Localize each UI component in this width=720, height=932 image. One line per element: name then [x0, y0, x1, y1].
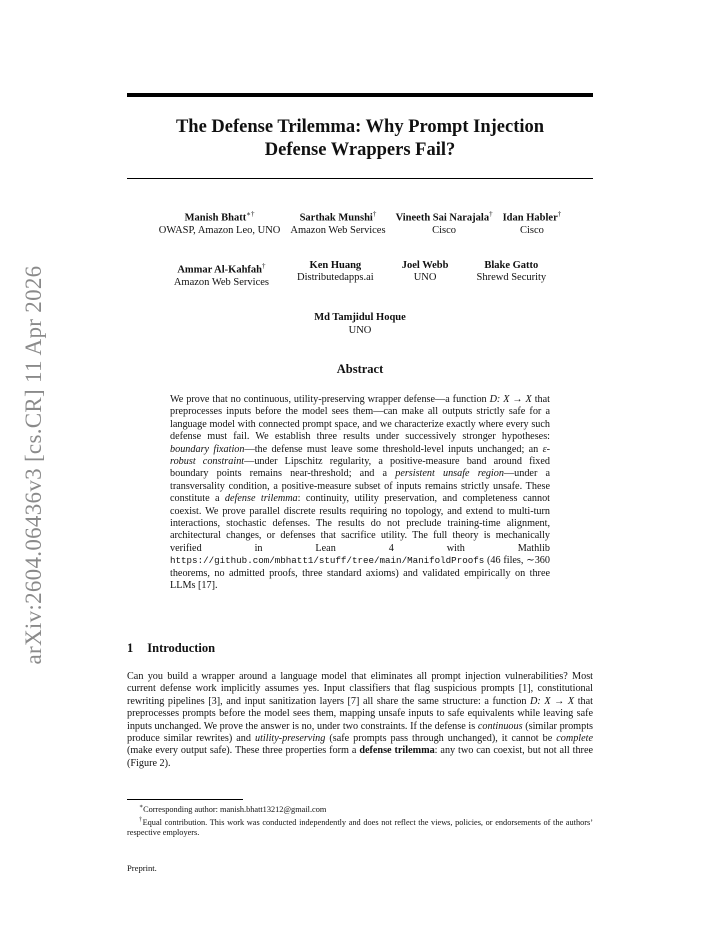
author-name: Ammar Al-Kahfah [177, 264, 262, 275]
author [154, 208, 286, 238]
bold-term: defense trilemma [359, 745, 435, 757]
author-affiliation: UNO [348, 324, 372, 336]
author-row-3 [127, 312, 593, 337]
author-mark: † [372, 210, 377, 218]
author-name: Blake Gatto [484, 259, 539, 271]
math-expression: D: X → X [489, 394, 532, 405]
author-row-2 [127, 260, 593, 290]
section-number: 1 [127, 641, 134, 655]
repository-link[interactable]: https://github.com/mbhatt1/stuff/tree/main/ManifoldProofs [170, 555, 485, 567]
title-top-rule [127, 93, 593, 97]
author-affiliation: UNO [413, 272, 437, 283]
title-bottom-rule [127, 178, 593, 179]
author [388, 260, 463, 290]
footnote-mark: † [139, 816, 143, 823]
author-name: Manish Bhatt [184, 212, 247, 224]
preprint-label: Preprint. [127, 863, 157, 873]
author-affiliation: Amazon Web Services [290, 225, 386, 236]
emphasis: boundary fixation [170, 443, 245, 455]
section-title: Introduction [147, 641, 216, 655]
author-affiliation: Cisco [519, 225, 544, 236]
author-name: Vineeth Sai Narajala [395, 212, 490, 224]
author-affiliation: Shrewd Security [476, 272, 547, 283]
footnote-1: ∗Corresponding author: manish.bhatt13212@gmail.com [139, 804, 327, 814]
author [283, 260, 388, 290]
title-line-2: Defense Wrappers Fail? [264, 140, 456, 160]
author-row-1 [127, 208, 593, 238]
author-name: Joel Webb [401, 259, 449, 271]
author-affiliation: Cisco [432, 225, 457, 236]
author [308, 312, 412, 337]
emphasis: persistent unsafe region [395, 468, 504, 480]
arxiv-identifier-text: arXiv:2604.06436v3 [cs.CR] 11 Apr 2026 [21, 265, 46, 665]
author [391, 208, 498, 238]
author-name: Sarthak Munshi [299, 212, 373, 224]
author-block [127, 208, 593, 337]
emphasis: complete [556, 733, 593, 745]
author-mark: † [262, 261, 266, 270]
footnote-mark: ∗ [139, 804, 144, 810]
section-heading-introduction [127, 641, 215, 656]
author-name: Md Tamjidul Hoque [314, 312, 406, 323]
author [498, 208, 567, 238]
author-affiliation: Distributedapps.ai [297, 272, 374, 283]
author [285, 208, 390, 238]
abstract-text: We prove that no continuous, utility-preserving wrapper defense—a function D: X → X that preprocesses inputs before the model sees them—can make all outputs strictly safe for a language model with connected prompt space, and we characterize exactly where every such defense must fail. We establish three results under successively stronger hypotheses: boundary fixation—the defense must leave some threshold-level inputs unchanged; an ε-robust constraint—under Lipschitz regularity, a positive-measure band around fixed boundary points remains near-threshold; and a persistent unsafe region—under a transversality condition, a positive-measure subset of inputs remains strictly unsafe. These constitute a defense trilemma: continuity, utility preservation, and completeness cannot coexist. We prove parallel discrete results requiring no topology, and extend to multi-turn interactions, stochastic defenses. The results do not preclude training-time alignment, architectural changes, or defenses that sacrifice utility. The full theory is mechanically verified in Lean 4 with Mathlib https://github.com/mbhatt1/stuff/tree/main/ManifoldProofs (46 files, ∼360 theorems, no admitted proofs, three standard axioms) and validated empirically on three LLMs [17]. [170, 394, 551, 592]
title-line-1: The Defense Trilemma: Why Prompt Injection [175, 117, 545, 137]
author-name: Idan Habler [502, 212, 558, 224]
author [462, 260, 560, 290]
arxiv-identifier-stamp [14, 250, 54, 680]
footnote-2: †Equal contribution. This work was conducted independently and does not reflect the views, policies, or endorsements of the authors’ respective employers. [127, 816, 593, 837]
paper-title [127, 116, 593, 162]
emphasis: defense trilemma [224, 493, 298, 505]
footnotes [127, 802, 593, 838]
author-affiliation: Amazon Web Services [173, 276, 269, 288]
author-mark: † [489, 210, 493, 218]
math-expression: D: X → X [530, 695, 575, 707]
emphasis: continuous [477, 720, 523, 732]
author-mark: † [557, 210, 562, 218]
author [160, 260, 283, 290]
author-affiliation: OWASP, Amazon Leo, UNO [158, 225, 281, 236]
abstract-heading: Abstract [336, 362, 384, 376]
footnote-rule [127, 799, 243, 800]
introduction-paragraph: Can you build a wrapper around a language model that eliminates all prompt injection vulnerabilities? Most current defense work implicitly assumes yes. Input classifiers that flag suspicious prompts [1], constitutional rewriting pipelines [3], and input sanitization layers [7] all share the same structure: a function D: X → X that preprocesses prompts before the model sees them, mapping unsafe inputs to safe equivalents while leaving safe inputs unchanged. We prove the answer is no, under two constraints. If the defense is continuous (similar prompts produce similar rewrites) and utility-preserving (safe prompts pass through unchanged), it cannot be complete (make every output safe). These three properties form a defense trilemma: any two can coexist, but not all three (Figure 2). [127, 671, 593, 769]
emphasis: ε-robust constraint [170, 443, 550, 468]
emphasis: utility-preserving [255, 733, 326, 745]
author-mark: ∗† [246, 210, 255, 218]
author-name: Ken Huang [309, 259, 362, 271]
